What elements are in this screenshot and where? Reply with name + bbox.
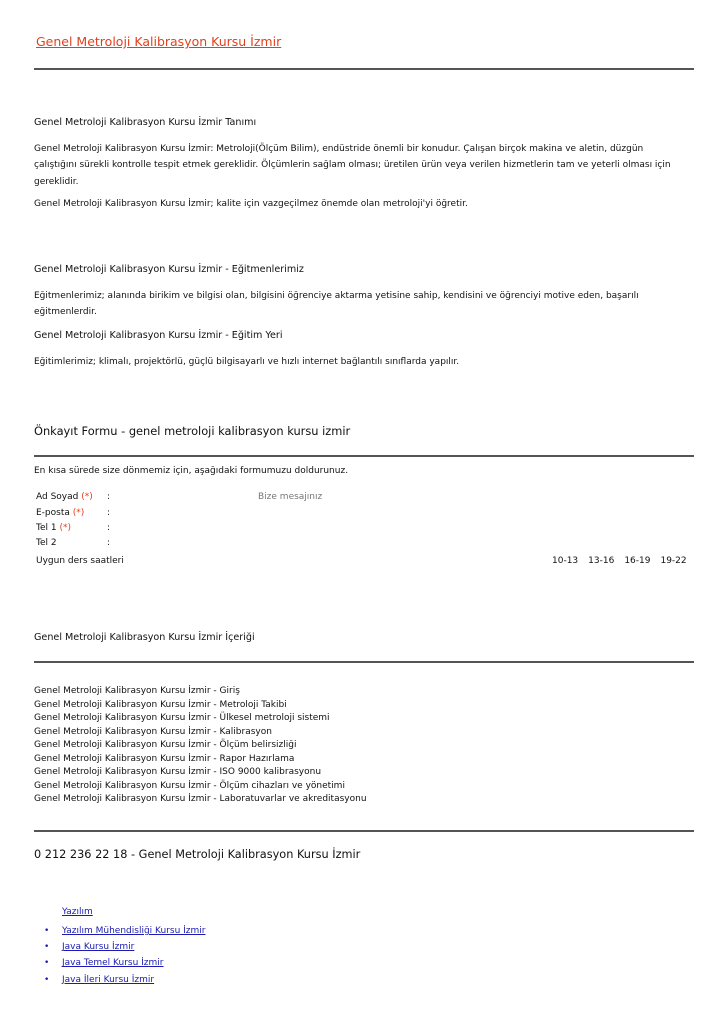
- required-mark: (*): [81, 492, 93, 502]
- egitmenler-line-1: Eğitmenlerimiz; alanında birikim ve bilgisi olan, bilgisini öğrenciye aktarma yetisine sahip, kendisini ve öğrenciyi motive eden, başarılı: [34, 291, 639, 301]
- hour-option[interactable]: 16-19: [624, 556, 651, 566]
- icerik-heading: Genel Metroloji Kalibrasyon Kursu İzmir İçeriği: [34, 632, 255, 643]
- tel1-input[interactable]: [120, 523, 240, 536]
- hour-option[interactable]: 13-16: [588, 556, 615, 566]
- bullet-icon: •: [44, 926, 50, 936]
- colon: :: [107, 508, 111, 518]
- link-java-kursu[interactable]: Java Kursu İzmir: [62, 942, 135, 953]
- name-input[interactable]: [120, 492, 240, 505]
- colon: :: [107, 492, 111, 502]
- colon: :: [107, 538, 111, 548]
- contact-phone: 0 212 236 22 18 - Genel Metroloji Kalibrasyon Kursu İzmir: [34, 848, 361, 861]
- link-yazilim-muhendisligi[interactable]: Yazılım Mühendisliği Kursu İzmir: [62, 926, 206, 936]
- egitmenler-line-2: eğitmenlerdir.: [34, 307, 97, 318]
- list-item: [44, 955, 205, 971]
- tel2-input[interactable]: [120, 538, 240, 551]
- form-intro: En kısa sürede size dönmemiz için, aşağıdaki formumuzu doldurunuz.: [34, 466, 349, 476]
- message-label: Bize mesajınız: [258, 492, 323, 502]
- egitmenler-heading: Genel Metroloji Kalibrasyon Kursu İzmir - Eğitmenlerimiz: [34, 264, 304, 275]
- tanim-paragraph: [34, 141, 696, 190]
- tanim-line-3: gereklidir.: [34, 176, 79, 187]
- tanim-heading: Genel Metroloji Kalibrasyon Kursu İzmir Tanımı: [34, 117, 257, 128]
- site-title-link[interactable]: Genel Metroloji Kalibrasyon Kursu İzmir: [36, 34, 282, 49]
- hour-option[interactable]: 19-22: [660, 556, 687, 566]
- list-item: Genel Metroloji Kalibrasyon Kursu İzmir - Giriş: [34, 686, 240, 696]
- tanim-summary: Genel Metroloji Kalibrasyon Kursu İzmir; kalite için vazgeçilmez önemde olan metroloji'yi öğretir.: [34, 199, 468, 209]
- egitmenler-paragraph: [34, 288, 696, 321]
- colon: :: [107, 523, 111, 533]
- list-item: [44, 939, 205, 955]
- links-heading-link[interactable]: Yazılım: [62, 907, 93, 917]
- link-java-temel[interactable]: Java Temel Kursu İzmir: [62, 958, 164, 969]
- name-label: Ad Soyad (*): [36, 492, 93, 502]
- egitim-yeri-paragraph: Eğitimlerimiz; klimalı, projektörlü, güçlü bilgisayarlı ve hızlı internet bağlantılı sınıflarda yapılır.: [34, 357, 460, 367]
- link-java-ileri[interactable]: Java İleri Kursu İzmir: [62, 974, 155, 985]
- list-item: Genel Metroloji Kalibrasyon Kursu İzmir - ISO 9000 kalibrasyonu: [34, 767, 322, 777]
- divider: [34, 661, 694, 663]
- bullet-icon: •: [44, 942, 50, 953]
- list-item: Genel Metroloji Kalibrasyon Kursu İzmir - Ölçüm cihazları ve yönetimi: [34, 780, 345, 791]
- hours-label: Uygun ders saatleri: [36, 556, 124, 566]
- required-mark: (*): [59, 523, 71, 533]
- list-item: [44, 923, 205, 939]
- divider: [34, 830, 694, 832]
- hours-options: [552, 556, 687, 566]
- divider: [34, 68, 694, 70]
- bullet-icon: •: [44, 974, 50, 985]
- divider: [34, 455, 694, 457]
- egitim-yeri-heading: Genel Metroloji Kalibrasyon Kursu İzmir - Eğitim Yeri: [34, 330, 283, 341]
- tanim-line-1: Genel Metroloji Kalibrasyon Kursu İzmir: Metroloji(Ölçüm Bilim), endüstride önemli bir konudur. Çalışan birçok makina ve aletin, düzgün: [34, 144, 644, 154]
- tel2-label: Tel 2: [36, 538, 57, 548]
- list-item: Genel Metroloji Kalibrasyon Kursu İzmir - Laboratuvarlar ve akreditasyonu: [34, 794, 367, 804]
- content-list: [34, 685, 367, 807]
- message-textarea[interactable]: [258, 506, 498, 550]
- links-list: [44, 923, 205, 988]
- form-heading: Önkayıt Formu - genel metroloji kalibrasyon kursu izmir: [34, 424, 351, 438]
- tanim-line-2: çalıştığını sürekli kontrolle tespit etmek gereklidir. Ölçümlerin sağlam olması; üretilen ürün veya verilen hizmetlerin tam ve yeterli olması için: [34, 160, 671, 171]
- list-item: Genel Metroloji Kalibrasyon Kursu İzmir - Metroloji Takibi: [34, 699, 287, 710]
- required-mark: (*): [72, 508, 85, 518]
- list-item: Genel Metroloji Kalibrasyon Kursu İzmir - Kalibrasyon: [34, 726, 272, 737]
- list-item: Genel Metroloji Kalibrasyon Kursu İzmir - Ülkesel metroloji sistemi: [34, 713, 330, 723]
- tel1-label: Tel 1 (*): [36, 523, 71, 533]
- bullet-icon: •: [44, 958, 50, 969]
- hour-option[interactable]: 10-13: [552, 556, 579, 566]
- email-input[interactable]: [120, 508, 240, 521]
- email-label: E-posta (*): [36, 508, 85, 518]
- list-item: Genel Metroloji Kalibrasyon Kursu İzmir - Rapor Hazırlama: [34, 753, 295, 764]
- list-item: Genel Metroloji Kalibrasyon Kursu İzmir - Ölçüm belirsizliği: [34, 740, 297, 750]
- list-item: [44, 972, 205, 988]
